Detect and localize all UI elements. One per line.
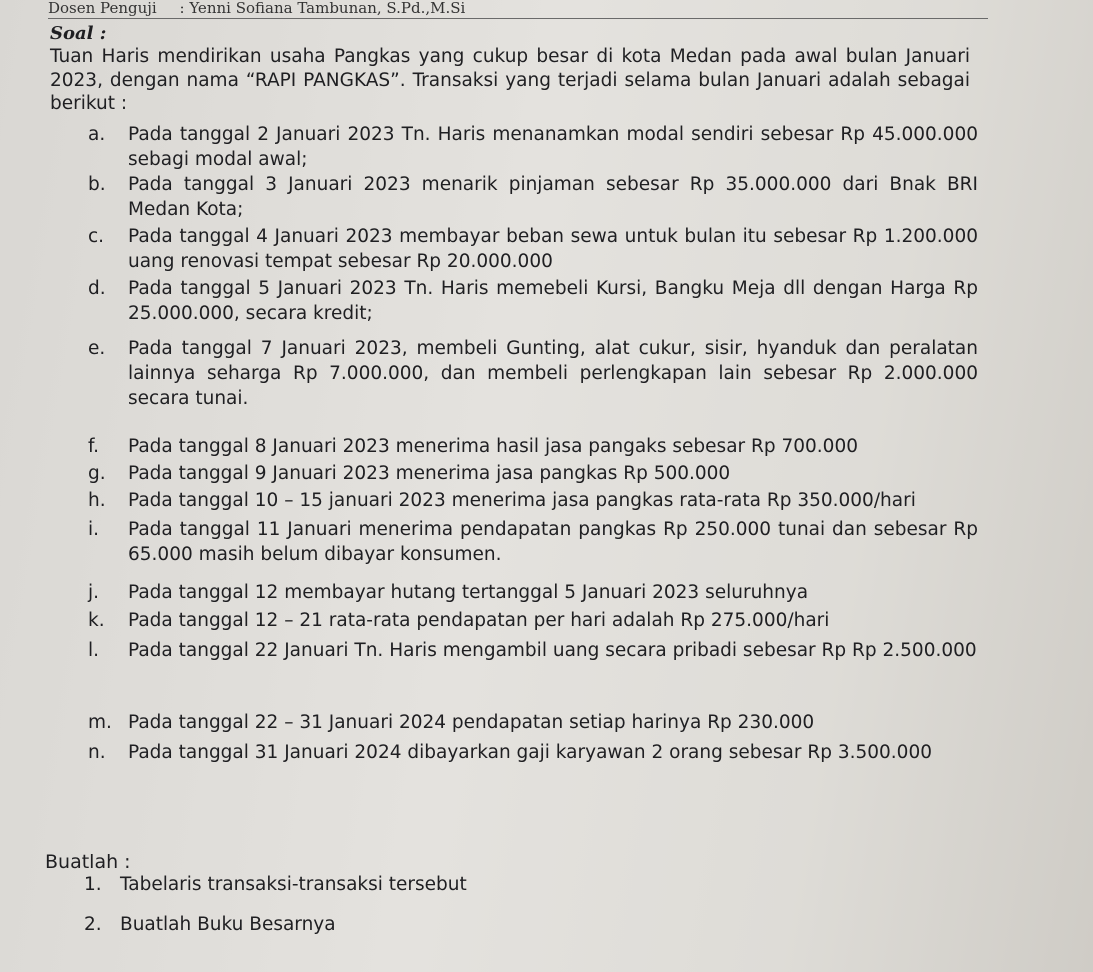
- transaction-item: [0, 434, 978, 459]
- question-intro: Tuan Haris mendirikan usaha Pangkas yang cukup besar di kota Medan pada awal bulan Januari 2023, dengan nama “RAPI PANGKAS”. Transaksi yang terjadi selama bulan Januari adalah sebagai berikut :: [50, 46, 970, 114]
- transaction-item: [0, 580, 978, 605]
- transaction-marker: a.: [88, 124, 106, 145]
- transaction-marker: d.: [88, 278, 106, 299]
- task-marker: 2.: [84, 914, 102, 935]
- transaction-text: Pada tanggal 22 – 31 Januari 2024 pendapatan setiap harinya Rp 230.000: [128, 712, 815, 733]
- task-item: [0, 912, 467, 952]
- transaction-text: Pada tanggal 3 Januari 2023 menarik pinjaman sebesar Rp 35.000.000 dari Bnak BRI Medan Kota;: [128, 174, 978, 220]
- transaction-text: Pada tanggal 8 Januari 2023 menerima hasil jasa pangaks sebesar Rp 700.000: [128, 436, 858, 457]
- transaction-text: Pada tanggal 5 Januari 2023 Tn. Haris memebeli Kursi, Bangku Meja dll dengan Harga Rp 25.000.000, secara kredit;: [128, 278, 978, 324]
- transaction-marker: k.: [88, 610, 105, 631]
- transaction-marker: g.: [88, 463, 106, 484]
- transaction-text: Pada tanggal 11 Januari menerima pendapatan pangkas Rp 250.000 tunai dan sebesar Rp 65.000 masih belum dibayar konsumen.: [128, 519, 978, 565]
- transaction-item: [0, 276, 978, 326]
- transaction-text: Pada tanggal 12 – 21 rata-rata pendapatan per hari adalah Rp 275.000/hari: [128, 610, 830, 631]
- transaction-marker: c.: [88, 226, 105, 247]
- transaction-text: Pada tanggal 10 – 15 januari 2023 menerima jasa pangkas rata-rata Rp 350.000/hari: [128, 490, 916, 511]
- transaction-marker: h.: [88, 490, 106, 511]
- transaction-marker: l.: [88, 640, 100, 661]
- transaction-item: [0, 461, 978, 486]
- transaction-marker: e.: [88, 338, 106, 359]
- transaction-marker: n.: [88, 742, 106, 763]
- task-list: [0, 872, 467, 952]
- examiner-header: [48, 0, 988, 19]
- transaction-item: [0, 740, 978, 765]
- examiner-name: : Yenni Sofiana Tambunan, S.Pd.,M.Si: [179, 0, 466, 17]
- transaction-item: [0, 336, 978, 411]
- transaction-text: Pada tanggal 4 Januari 2023 membayar beban sewa untuk bulan itu sebesar Rp 1.200.000 uang renovasi tempat sebesar Rp 20.000.000: [128, 226, 978, 272]
- transaction-item: [0, 224, 978, 274]
- transaction-text: Pada tanggal 7 Januari 2023, membeli Gunting, alat cukur, sisir, hyanduk dan peralatan lainnya seharga Rp 7.000.000, dan membeli perlengkapan lain sebesar Rp 2.000.000 secara tunai.: [128, 338, 978, 409]
- transaction-text: Pada tanggal 22 Januari Tn. Haris mengambil uang secara pribadi sebesar Rp Rp 2.500.000: [128, 640, 977, 661]
- task-text: Buatlah Buku Besarnya: [120, 914, 336, 935]
- transaction-item: [0, 122, 978, 172]
- transaction-marker: i.: [88, 519, 100, 540]
- instructions-heading: Buatlah :: [45, 851, 131, 873]
- transaction-text: Pada tanggal 9 Januari 2023 menerima jasa pangkas Rp 500.000: [128, 463, 731, 484]
- task-item: [0, 872, 467, 912]
- transaction-item: [0, 638, 978, 663]
- question-heading: Soal :: [50, 23, 107, 44]
- transaction-text: Pada tanggal 31 Januari 2024 dibayarkan gaji karyawan 2 orang sebesar Rp 3.500.000: [128, 742, 932, 763]
- transaction-text: Pada tanggal 12 membayar hutang tertanggal 5 Januari 2023 seluruhnya: [128, 582, 809, 603]
- transaction-item: [0, 172, 978, 222]
- examiner-label: Dosen Penguji: [48, 0, 157, 17]
- transaction-text: Pada tanggal 2 Januari 2023 Tn. Haris menanamkan modal sendiri sebesar Rp 45.000.000 sebagi modal awal;: [128, 124, 978, 170]
- transaction-marker: b.: [88, 174, 106, 195]
- transaction-marker: j.: [88, 582, 100, 603]
- transaction-item: [0, 488, 978, 513]
- transaction-marker: f.: [88, 436, 100, 457]
- task-marker: 1.: [84, 874, 102, 895]
- transaction-item: [0, 608, 978, 633]
- task-text: Tabelaris transaksi-transaksi tersebut: [120, 874, 467, 895]
- transaction-marker: m.: [88, 712, 112, 733]
- transaction-item: [0, 517, 978, 567]
- transaction-item: [0, 710, 978, 735]
